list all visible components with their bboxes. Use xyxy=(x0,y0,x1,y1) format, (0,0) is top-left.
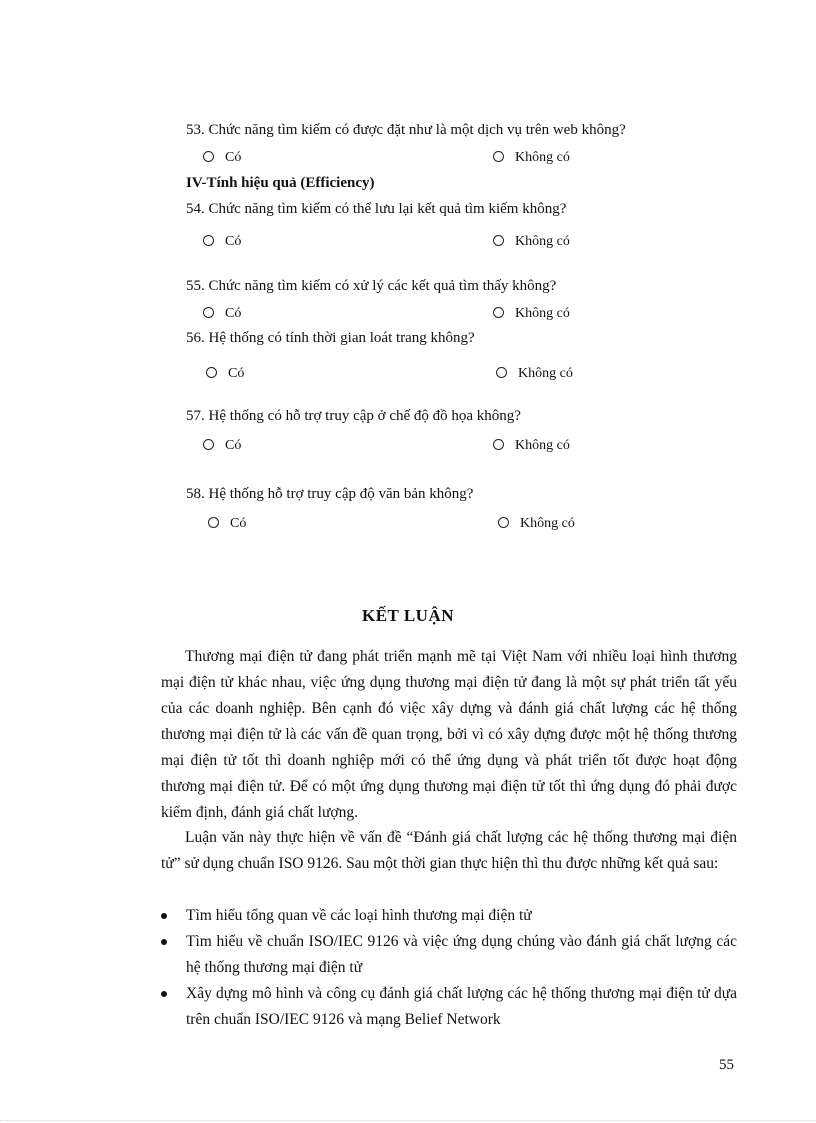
option-label: Có xyxy=(225,150,242,165)
option-label: Không có xyxy=(515,438,570,453)
radio-icon[interactable] xyxy=(493,235,504,246)
option-label: Có xyxy=(225,438,242,453)
conclusion-paragraph-1: Thương mại điện tử đang phát triển mạnh mẽ tại Việt Nam với nhiều loại hình thương mại điện tử khác nhau, việc ứng dụng thương mại điện tử đang là một sự phát triển tất yếu của các doanh nghiệp. Bên cạnh đó việc xây dựng và đánh giá chất lượng các hệ thống thương mại điện tử là các vấn đề quan trọng, bởi vì có xây dựng được một hệ thống thương mại điện tử tốt thì doanh nghiệp mới có thể ứng dụng và phát triển tốt được hoạt động thương mại điện tử. Để có một ứng dụng thương mại điện tử tốt thì ứng dụng đó phải được kiểm định, đánh giá chất lượng. xyxy=(161,648,737,821)
option-yes-58[interactable] xyxy=(208,515,246,533)
option-no-54[interactable] xyxy=(493,233,570,251)
question-55: 55. Chức năng tìm kiếm có xử lý các kết quả tìm thấy không? xyxy=(186,278,557,294)
list-item-text: Xây dựng mô hình và công cụ đánh giá chất lượng các hệ thống thương mại điện tử dựa trên chuẩn ISO/IEC 9126 và mạng Belief Network xyxy=(186,985,737,1028)
bullet-icon xyxy=(161,913,167,919)
radio-icon[interactable] xyxy=(493,151,504,162)
radio-icon[interactable] xyxy=(203,307,214,318)
option-label: Có xyxy=(225,234,242,249)
option-yes-53[interactable] xyxy=(203,149,241,167)
list-item xyxy=(161,929,737,981)
question-53: 53. Chức năng tìm kiếm có được đặt như là một dịch vụ trên web không? xyxy=(186,122,626,138)
radio-icon[interactable] xyxy=(203,439,214,450)
option-label: Có xyxy=(230,516,247,531)
option-no-55[interactable] xyxy=(493,305,570,323)
option-no-58[interactable] xyxy=(498,515,575,533)
option-no-53[interactable] xyxy=(493,149,570,167)
option-label: Không có xyxy=(515,306,570,321)
conclusion-paragraph-2: Luận văn này thực hiện về vấn đề “Đánh giá chất lượng các hệ thống thương mại điện tử” sử dụng chuẩn ISO 9126. Sau một thời gian thực hiện thì thu được những kết quả sau: xyxy=(161,829,737,872)
option-label: Không có xyxy=(518,366,573,381)
option-yes-54[interactable] xyxy=(203,233,241,251)
section-heading: IV-Tính hiệu quả (Efficiency) xyxy=(186,175,375,191)
radio-icon[interactable] xyxy=(206,367,217,378)
option-yes-57[interactable] xyxy=(203,437,241,455)
option-yes-56[interactable] xyxy=(206,365,244,383)
radio-icon[interactable] xyxy=(493,307,504,318)
option-label: Có xyxy=(225,306,242,321)
option-no-57[interactable] xyxy=(493,437,570,455)
radio-icon[interactable] xyxy=(493,439,504,450)
option-label: Có xyxy=(228,366,245,381)
option-label: Không có xyxy=(515,234,570,249)
question-54: 54. Chức năng tìm kiếm có thể lưu lại kết quả tìm kiếm không? xyxy=(186,201,567,217)
results-list xyxy=(161,903,737,1033)
page-divider xyxy=(0,1120,816,1121)
list-item xyxy=(161,981,737,1033)
conclusion-title: KẾT LUẬN xyxy=(361,606,454,625)
option-yes-55[interactable] xyxy=(203,305,241,323)
option-label: Không có xyxy=(515,150,570,165)
question-57: 57. Hệ thống có hỗ trợ truy cập ở chế độ đồ họa không? xyxy=(186,408,521,424)
radio-icon[interactable] xyxy=(203,235,214,246)
list-item xyxy=(161,903,737,929)
list-item-text: Tìm hiểu về chuẩn ISO/IEC 9126 và việc ứng dụng chúng vào đánh giá chất lượng các hệ thống thương mại điện tử xyxy=(186,933,737,976)
option-label: Không có xyxy=(520,516,575,531)
question-58: 58. Hệ thống hỗ trợ truy cập độ văn bản không? xyxy=(186,486,474,502)
list-item-text: Tìm hiểu tổng quan về các loại hình thương mại điện tử xyxy=(186,907,532,924)
page-number: 55 xyxy=(719,1057,734,1073)
question-56: 56. Hệ thống có tính thời gian loát trang không? xyxy=(186,330,475,346)
radio-icon[interactable] xyxy=(203,151,214,162)
radio-icon[interactable] xyxy=(208,517,219,528)
radio-icon[interactable] xyxy=(498,517,509,528)
bullet-icon xyxy=(161,991,167,997)
option-no-56[interactable] xyxy=(496,365,573,383)
radio-icon[interactable] xyxy=(496,367,507,378)
bullet-icon xyxy=(161,939,167,945)
